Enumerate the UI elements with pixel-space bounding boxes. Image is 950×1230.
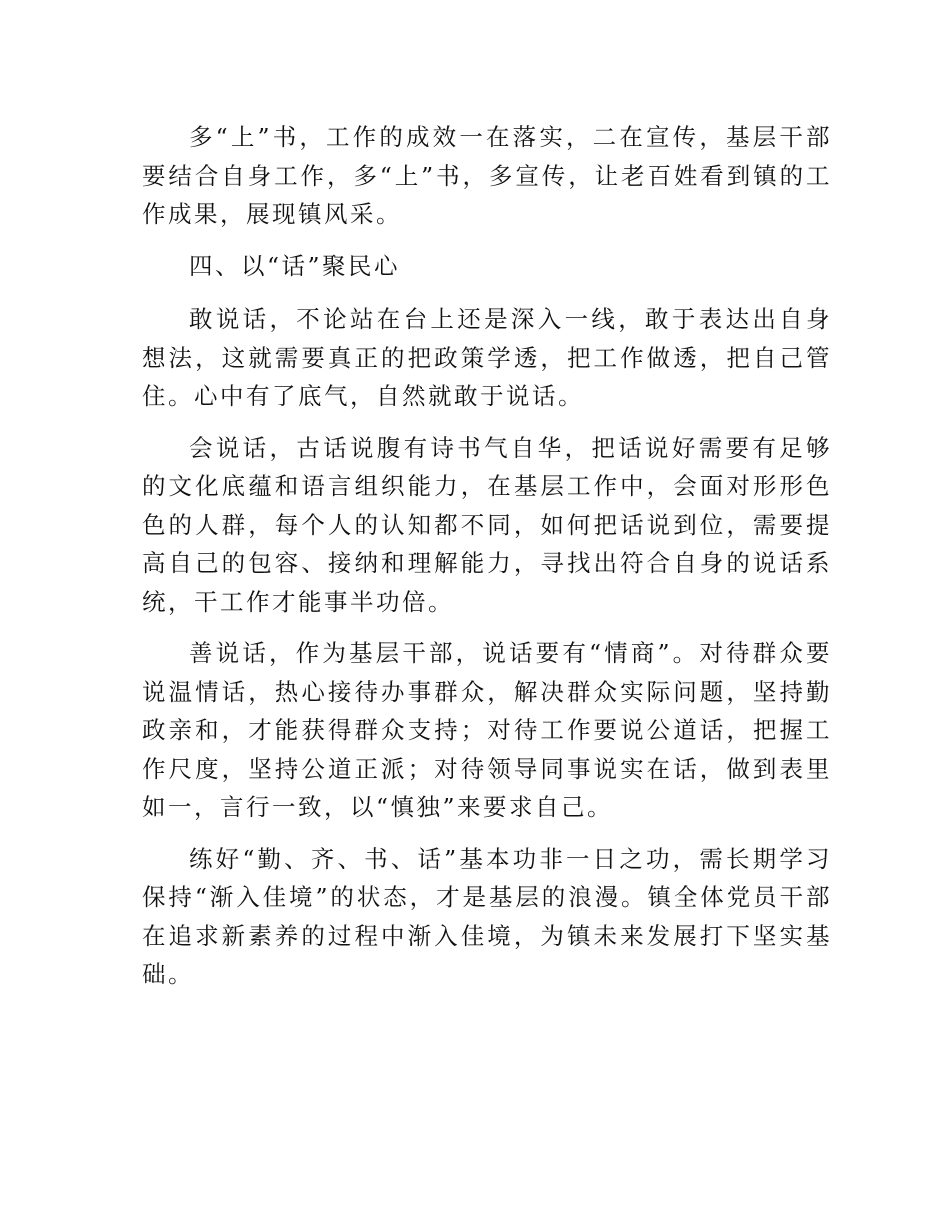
paragraph-dare-to-speak: 敢说话，不论站在台上还是深入一线，敢于表达出自身想法，这就需要真正的把政策学透，把工作做透，把自己管住。心中有了底气，自然就敢于说话。 [142, 305, 832, 410]
paragraph-conclusion: 练好“勤、齐、书、话”基本功非一日之功，需长期学习保持“渐入佳境”的状态，才是基层的浪漫。镇全体党员干部在追求新素养的过程中渐入佳境，为镇未来发展打下坚实基础。 [142, 844, 832, 988]
document-body [142, 118, 832, 1007]
paragraph-good-at-speaking: 善说话，作为基层干部，说话要有“情商”。对待群众要说温情话，热心接待办事群众，解决群众实际问题，坚持勤政亲和，才能获得群众支持；对待工作要说公道话，把握工作尺度，坚持公道正派；对待领导同事说实在话，做到表里如一，言行一致，以“慎独”来要求自己。 [142, 639, 832, 821]
paragraph-able-to-speak: 会说话，古话说腹有诗书气自华，把话说好需要有足够的文化底蕴和语言组织能力，在基层工作中，会面对形形色色的人群，每个人的认知都不同，如何把话说到位，需要提高自己的包容、接纳和理解能力，寻找出符合自身的说话系统，干工作才能事半功倍。 [142, 433, 832, 616]
paragraph-publicity: 多“上”书，工作的成效一在落实，二在宣传，基层干部要结合自身工作，多“上”书，多宣传，让老百姓看到镇的工作成果，展现镇风采。 [142, 123, 832, 228]
section-heading-speech: 四、以“话”聚民心 [189, 251, 401, 280]
